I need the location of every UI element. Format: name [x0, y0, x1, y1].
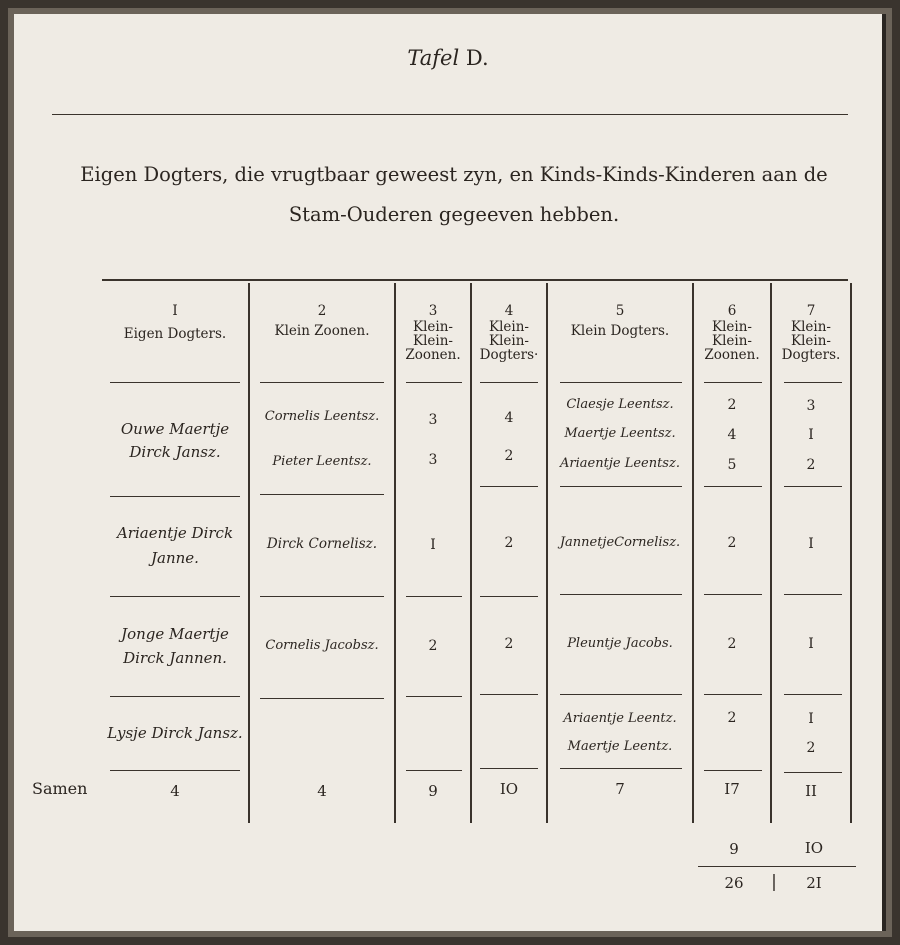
column-separator — [394, 283, 396, 823]
count-cell: I — [808, 427, 814, 443]
header-rule — [560, 382, 682, 383]
col-6-number: 6 — [727, 303, 737, 319]
daughter-name: Jonge Maertje — [121, 625, 229, 643]
sum-cell: 2I — [806, 874, 822, 892]
count-cell: 2 — [727, 535, 737, 551]
count-cell: 3 — [428, 412, 438, 428]
col-2-number: 2 — [317, 303, 327, 319]
column-separator — [850, 283, 852, 823]
group-rule — [784, 694, 842, 695]
group-rule — [110, 770, 240, 771]
group-rule — [704, 770, 762, 771]
total-cell: II — [805, 782, 817, 800]
header-rule — [784, 382, 842, 383]
addend-cell: 9 — [729, 840, 739, 858]
count-cell: 2 — [727, 397, 737, 413]
count-cell: 2 — [428, 638, 438, 654]
group-rule — [480, 486, 538, 487]
group-rule — [260, 698, 384, 699]
group-rule — [110, 496, 240, 497]
group-rule — [560, 768, 682, 769]
totals-label: Samen — [32, 779, 88, 798]
count-cell: 4 — [504, 410, 514, 426]
daughter-name: Janne. — [151, 549, 199, 567]
daughter-name: Lysje Dirck Jansz. — [107, 724, 243, 742]
column-separator — [692, 283, 694, 823]
group-rule — [406, 770, 462, 771]
grandson-name: Cornelis Jacobsz. — [265, 638, 379, 653]
addend-cell: IO — [804, 839, 824, 857]
group-rule — [784, 594, 842, 595]
count-cell: 2 — [504, 448, 514, 464]
count-cell: I — [808, 536, 814, 552]
count-cell: 2 — [806, 457, 816, 473]
group-rule — [784, 486, 842, 487]
heading-line-2: Stam-Ouderen gegeeven hebben. — [288, 203, 620, 226]
sum-cell: 26 — [724, 874, 744, 892]
daughter-name: Ariaentje Dirck — [116, 524, 234, 542]
total-cell: 4 — [170, 782, 180, 800]
col-1-label: Eigen Dogters. — [123, 326, 227, 342]
col-4-label: Klein- Klein- Dogters· — [479, 319, 539, 363]
group-rule — [260, 596, 384, 597]
sum-separator: | — [771, 872, 777, 892]
group-rule — [110, 596, 240, 597]
granddaughter-name: JannetjeCornelisz. — [559, 535, 681, 550]
sum-rule — [698, 866, 856, 867]
document-page — [14, 8, 882, 933]
granddaughter-name: Maertje Leentsz. — [564, 426, 676, 441]
count-cell: 2 — [727, 636, 737, 652]
group-rule — [260, 494, 384, 495]
count-cell: 2 — [727, 710, 737, 726]
count-cell: 5 — [727, 457, 737, 473]
title-rule — [52, 114, 848, 115]
group-rule — [480, 596, 538, 597]
col-2-label: Klein Zoonen. — [274, 323, 370, 339]
header-rule — [110, 382, 240, 383]
col-4-number: 4 — [504, 303, 514, 319]
total-cell: 9 — [428, 782, 438, 800]
col-3-number: 3 — [428, 303, 438, 319]
group-rule — [480, 694, 538, 695]
header-rule — [704, 382, 762, 383]
grandson-name: Cornelis Leentsz. — [264, 409, 380, 424]
total-cell: I7 — [724, 780, 740, 798]
header-rule — [480, 382, 538, 383]
title-suffix: D. — [465, 46, 489, 70]
granddaughter-name: Maertje Leentz. — [567, 739, 673, 754]
group-rule — [406, 696, 462, 697]
header-rule — [406, 382, 462, 383]
heading-line-1: Eigen Dogters, die vrugtbaar geweest zyn, en Kinds-Kinds-Kinderen aan de — [80, 163, 828, 186]
col-3-label: Klein- Klein- Zoonen. — [405, 319, 461, 363]
count-cell: I — [430, 537, 436, 553]
daughter-name: Dirck Jansz. — [129, 443, 221, 461]
col-7-label: Klein- Klein- Dogters. — [781, 319, 841, 363]
total-cell: 7 — [615, 780, 625, 798]
daughter-name: Ouwe Maertje — [120, 420, 230, 438]
granddaughter-name: Claesje Leentsz. — [566, 397, 674, 412]
group-rule — [704, 694, 762, 695]
count-cell: 4 — [727, 427, 737, 443]
granddaughter-name: Ariaentje Leentsz. — [560, 456, 680, 471]
table-top-rule — [102, 279, 848, 281]
count-cell: I — [808, 636, 814, 652]
granddaughter-name: Ariaentje Leentz. — [563, 711, 677, 726]
group-rule — [560, 486, 682, 487]
count-cell: 2 — [504, 636, 514, 652]
count-cell: I — [808, 711, 814, 727]
grandson-name: Pieter Leentsz. — [272, 454, 372, 469]
group-rule — [704, 594, 762, 595]
total-cell: 4 — [317, 782, 327, 800]
group-rule — [480, 768, 538, 769]
col-6-label: Klein- Klein- Zoonen. — [704, 319, 760, 363]
col-7-number: 7 — [806, 303, 816, 319]
column-separator — [248, 283, 250, 823]
total-cell: IO — [499, 780, 519, 798]
count-cell: 2 — [806, 740, 816, 756]
grandson-name: Dirck Cornelisz. — [266, 536, 378, 552]
count-cell: 3 — [428, 452, 438, 468]
header-rule — [260, 382, 384, 383]
count-cell: 3 — [806, 398, 816, 414]
group-rule — [784, 772, 842, 773]
granddaughter-name: Pleuntje Jacobs. — [567, 636, 673, 651]
title-prefix: Tafel — [407, 46, 460, 70]
col-1-number: I — [172, 303, 178, 319]
daughter-name: Dirck Jannen. — [123, 649, 227, 667]
group-rule — [560, 694, 682, 695]
group-rule — [110, 696, 240, 697]
column-separator — [470, 283, 472, 823]
group-rule — [406, 596, 462, 597]
group-rule — [560, 594, 682, 595]
table-title — [14, 46, 882, 70]
count-cell: 2 — [504, 535, 514, 551]
group-rule — [704, 486, 762, 487]
col-5-label: Klein Dogters. — [570, 323, 670, 339]
col-5-number: 5 — [615, 303, 625, 319]
